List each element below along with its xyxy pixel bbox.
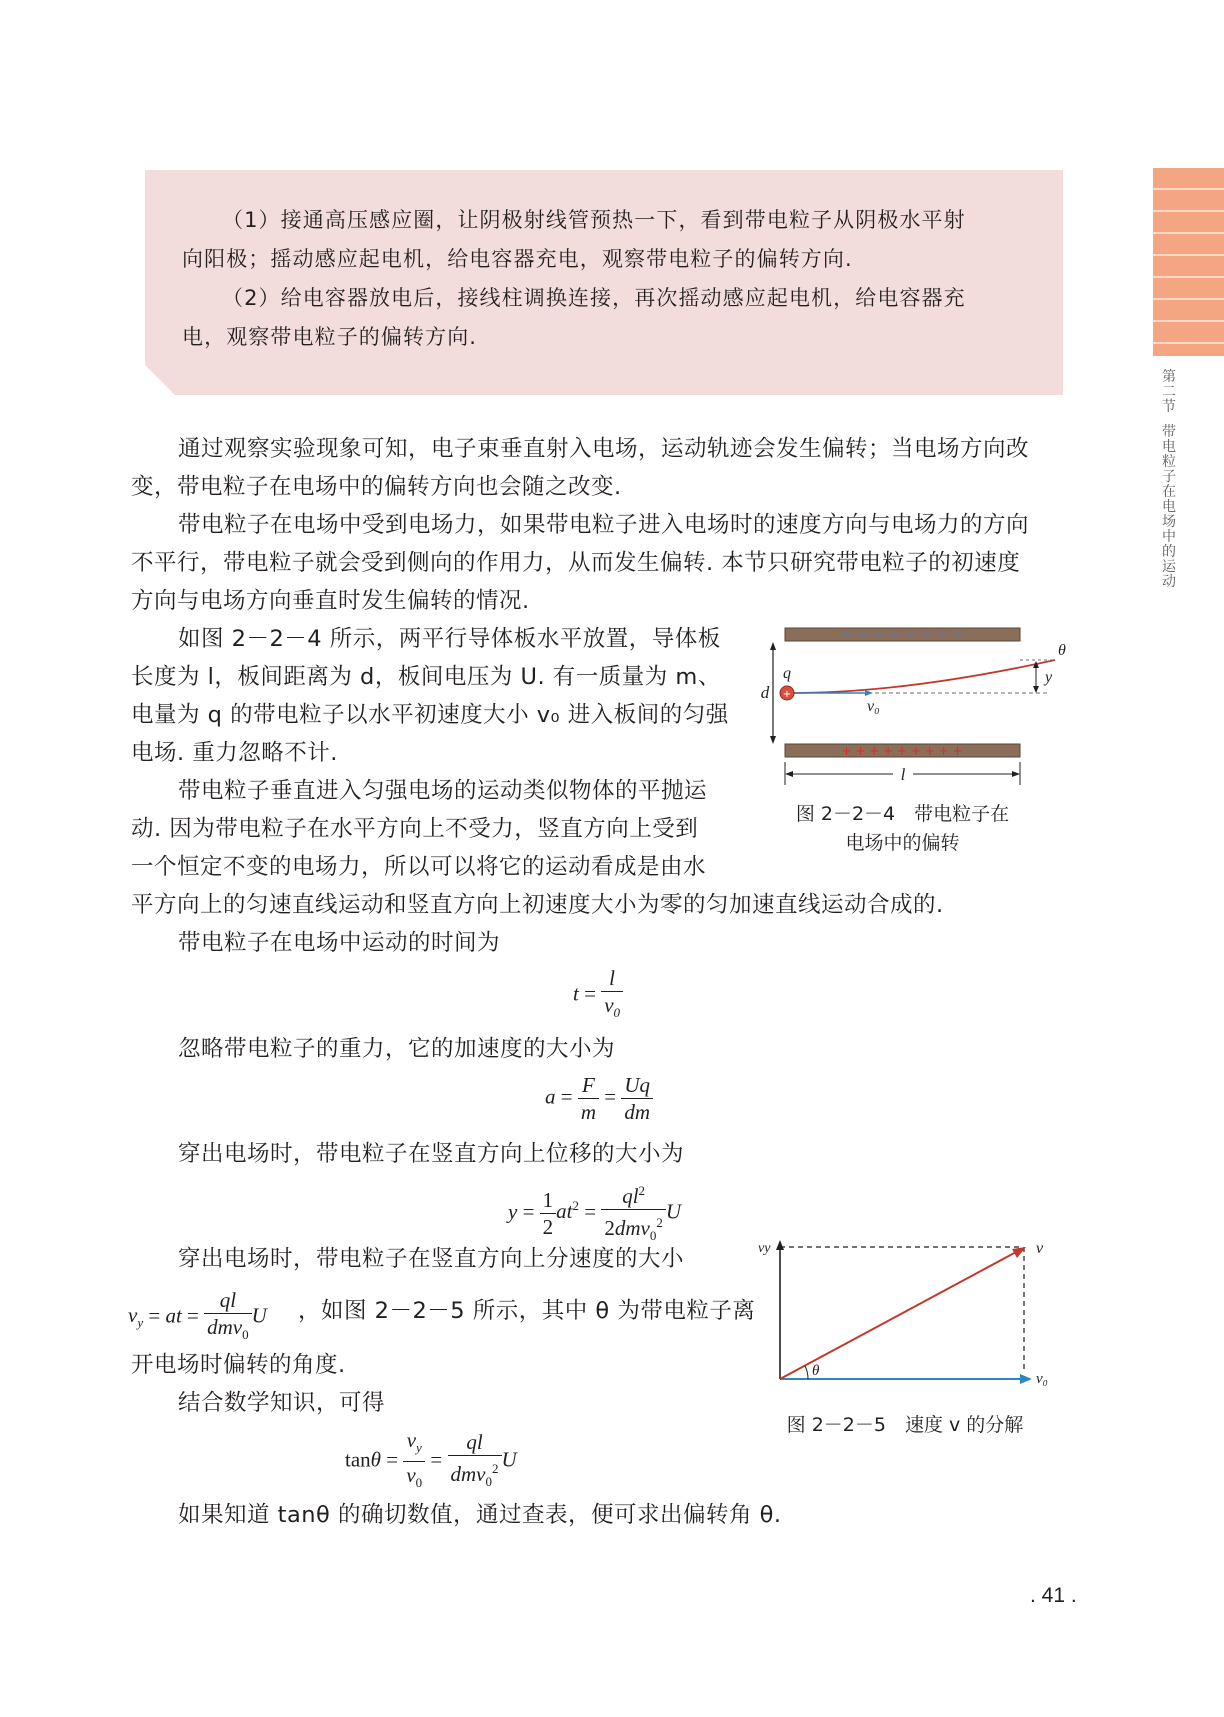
side-section-title: 带电粒子在电场中的运动: [1162, 424, 1176, 590]
body-paragraph-4-line-2: 动. 因为带电粒子在水平方向上不受力，竖直方向上受到: [131, 816, 699, 842]
figure-1-caption-line-1: 图 2－2－4 带电粒子在: [795, 803, 1010, 825]
body-paragraph-4-line-3: 一个恒定不变的电场力，所以可以将它的运动看成是由水: [131, 854, 707, 880]
body-paragraph-3-line-2: 长度为 l，板间距离为 d，板间电压为 U. 有一质量为 m、: [131, 664, 721, 690]
gap-label: d: [760, 683, 770, 702]
body-paragraph-8-line-2: ，如图 2－2－5 所示，其中 θ 为带电粒子离: [298, 1298, 756, 1324]
body-paragraph-10: 如果知道 tanθ 的确切数值，通过查表，便可求出偏转角 θ.: [178, 1502, 782, 1528]
body-paragraph-9: 结合数学知识，可得: [178, 1390, 386, 1416]
vertical-component-label: vy: [758, 1241, 771, 1256]
body-paragraph-3-line-4: 电场. 重力忽略不计.: [131, 740, 338, 766]
angle-label: θ: [1058, 642, 1066, 659]
resultant-velocity-arrow: [780, 1251, 1018, 1379]
chapter-side-tab: [1153, 168, 1224, 356]
equation-vertical-velocity: $v_y$ = at = $\frac{ql}{dmv_0}$ U: [128, 1288, 267, 1343]
body-paragraph-8-line-3: 开电场时偏转的角度.: [131, 1352, 346, 1378]
figure-1-caption-line-2: 电场中的偏转: [845, 832, 960, 854]
bottom-plate-signs: + + + + + + + + +: [841, 744, 963, 758]
body-paragraph-5: 带电粒子在电场中运动的时间为: [178, 930, 501, 956]
side-section-label: 第二节: [1162, 369, 1176, 415]
experiment-step-2-line-2: 电，观察带电粒子的偏转方向.: [182, 325, 478, 349]
body-paragraph-3-line-3: 电量为 q 的带电粒子以水平初速度大小 v₀ 进入板间的匀强: [131, 702, 729, 728]
plate-length-label: l: [900, 765, 906, 784]
figure-deflection: [755, 620, 1085, 790]
svg-text:+: +: [782, 689, 792, 700]
experiment-step-1-line-2: 向阳极；摇动感应起电机，给电容器充电，观察带电粒子的偏转方向.: [182, 247, 853, 271]
resultant-velocity-label: v: [1036, 1240, 1044, 1257]
figure-velocity-decomposition: [750, 1235, 1070, 1395]
body-paragraph-2-line-1: 带电粒子在电场中受到电场力，如果带电粒子进入电场时的速度方向与电场力的方向: [178, 512, 1030, 538]
deflection-label: y: [1045, 669, 1053, 686]
equation-displacement: y = $\frac{1}{2}$ $at^2$ = $\frac{ql^2}{2dmv_0^2}$ U: [508, 1178, 681, 1249]
charge-label: q: [783, 665, 791, 682]
page-number: . 41 .: [1030, 1584, 1077, 1607]
equation-time: t = $\frac{l}{v_0}$: [573, 965, 623, 1026]
trajectory: [791, 660, 1055, 693]
angle-label: θ: [812, 1363, 820, 1379]
body-paragraph-6: 忽略带电粒子的重力，它的加速度的大小为: [178, 1036, 616, 1062]
figure-2-caption: 图 2－2－5 速度 v 的分解: [786, 1414, 1024, 1436]
experiment-step-2-line-1: （2）给电容器放电后，接线柱调换连接，再次摇动感应起电机，给电容器充: [222, 286, 966, 310]
equation-acceleration: a = $\frac{F}{m}$ = $\frac{Uq}{dm}$: [545, 1072, 653, 1125]
body-paragraph-4-line-4: 平方向上的匀速直线运动和竖直方向上初速度大小为零的匀加速直线运动合成的.: [131, 892, 944, 918]
equation-tan-theta: tanθ = $\frac{v_y}{v_0}$ = $\frac{ql}{dmv_0^2}$ U: [345, 1428, 517, 1491]
top-plate-signs: － － － － － － － －: [840, 628, 964, 642]
body-paragraph-1-line-2: 变，带电粒子在电场中的偏转方向也会随之改变.: [131, 474, 622, 500]
body-paragraph-3-line-1: 如图 2－2－4 所示，两平行导体板水平放置，导体板: [178, 626, 721, 652]
body-paragraph-2-line-2: 不平行，带电粒子就会受到侧向的作用力，从而发生偏转. 本节只研究带电粒子的初速度: [131, 550, 1021, 576]
initial-velocity-label: v₀: [867, 698, 880, 715]
body-paragraph-1-line-1: 通过观察实验现象可知，电子束垂直射入电场，运动轨迹会发生偏转；当电场方向改: [178, 436, 1030, 462]
body-paragraph-4-line-1: 带电粒子垂直进入匀强电场的运动类似物体的平抛运: [178, 778, 708, 804]
body-paragraph-2-line-3: 方向与电场方向垂直时发生偏转的情况.: [131, 588, 530, 614]
body-paragraph-7: 穿出电场时，带电粒子在竖直方向上位移的大小为: [178, 1141, 685, 1167]
experiment-step-1-line-1: （1）接通高压感应圈，让阴极射线管预热一下，看到带电粒子从阴极水平射: [222, 208, 966, 232]
body-paragraph-8-line-1: 穿出电场时，带电粒子在竖直方向上分速度的大小: [178, 1246, 685, 1272]
horizontal-component-label: v₀: [1036, 1371, 1048, 1387]
